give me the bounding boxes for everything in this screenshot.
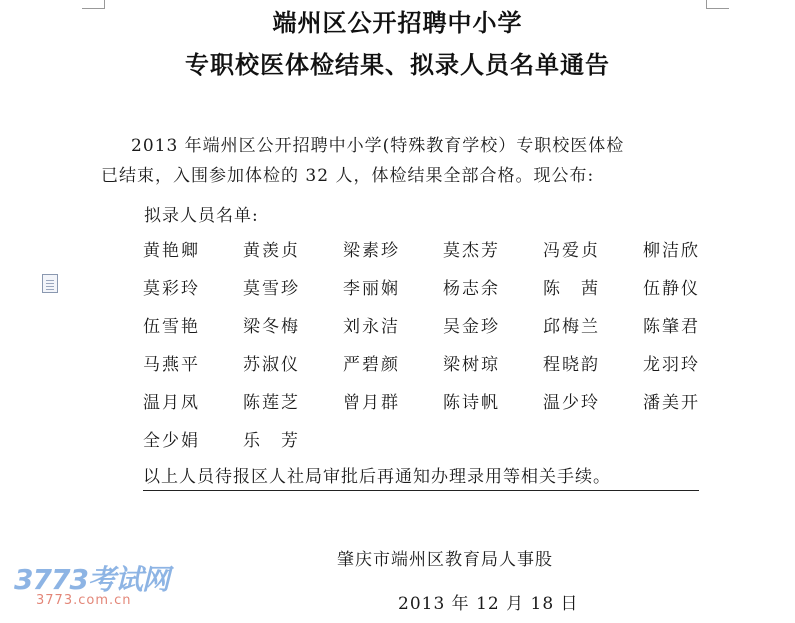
candidate-name: 梁树琼 [443,355,500,375]
candidate-name: 梁冬梅 [243,317,300,337]
candidate-name: 柳洁欣 [643,241,700,261]
candidate-name: 伍静仪 [643,279,700,299]
issuing-organization: 肇庆市端州区教育局人事股 [337,550,553,570]
intro-paragraph [101,131,721,191]
candidate-name: 龙羽玲 [643,355,700,375]
candidate-name: 冯爱贞 [543,241,600,261]
candidate-name: 黄羡贞 [243,241,300,261]
candidate-name: 吴金珍 [443,317,500,337]
candidate-name: 梁素珍 [343,241,400,261]
candidate-name: 莫雪珍 [243,279,300,299]
approval-notice: 以上人员待报区人社局审批后再通知办理录用等相关手续。 [143,462,699,491]
intro-line-2: 已结束，入围参加体检的 32 人，体检结果全部合格。现公布: [101,166,595,186]
candidate-name: 邱梅兰 [543,317,600,337]
candidate-name: 全少娟 [143,431,200,451]
candidate-name: 陈莲芝 [243,393,300,413]
watermark-logo: 3773考试网 [14,563,169,596]
issue-date: 2013 年 12 月 18 日 [398,594,579,614]
candidate-name: 陈肇君 [643,317,700,337]
candidate-name: 陈 茜 [543,279,600,299]
candidate-name: 乐 芳 [243,431,300,451]
candidate-name: 严碧颜 [343,355,400,375]
candidate-name: 李丽娴 [343,279,400,299]
candidate-name: 陈诗帆 [443,393,500,413]
candidate-name: 苏淑仪 [243,355,300,375]
page-title-line2: 专职校医体检结果、拟录人员名单通告 [185,51,610,79]
candidate-name: 马燕平 [143,355,200,375]
candidate-name: 温月凤 [143,393,200,413]
candidate-name: 曾月群 [343,393,400,413]
candidate-name: 杨志余 [443,279,500,299]
document-icon[interactable] [42,274,58,293]
page-title-line1: 端州区公开招聘中小学 [272,9,523,37]
candidate-name: 刘永洁 [343,317,400,337]
watermark-url: 3773.com.cn [36,593,132,608]
candidate-name: 莫彩玲 [143,279,200,299]
candidate-name: 温少玲 [543,393,600,413]
candidate-name: 潘美开 [643,393,700,413]
list-label: 拟录人员名单: [144,206,259,226]
intro-line-1: 2013 年端州区公开招聘中小学(特殊教育学校）专职校医体检 [131,136,625,156]
candidate-name: 黄艳卿 [143,241,200,261]
candidate-name: 程晓韵 [543,355,600,375]
candidate-name: 伍雪艳 [143,317,200,337]
candidate-name: 莫杰芳 [443,241,500,261]
names-grid [143,236,743,464]
